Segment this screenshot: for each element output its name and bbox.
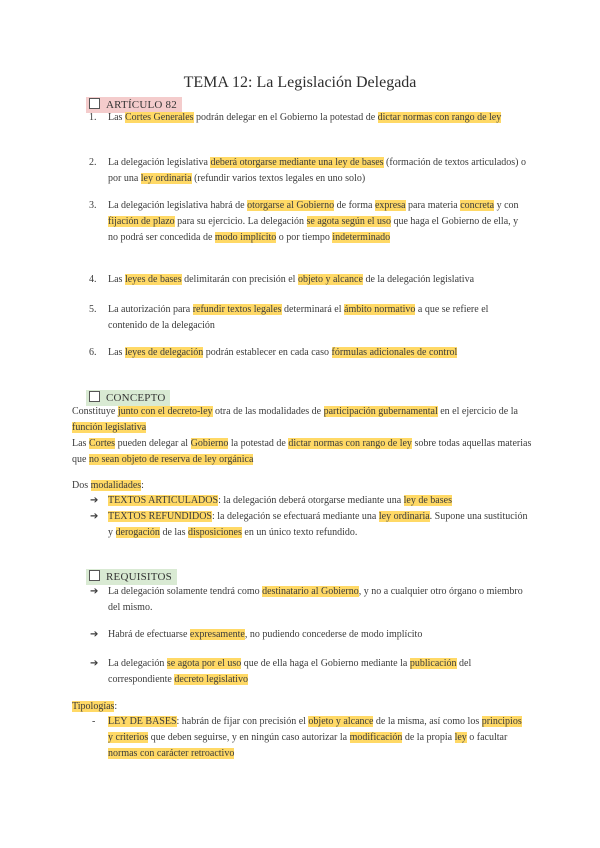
text-run: otra de las modalidades de [212, 406, 324, 417]
text-run: Las [108, 347, 125, 358]
text-run: o por tiempo [276, 232, 333, 243]
highlighted-text: concreta [460, 200, 495, 211]
text-run: (formación de textos articulados) o por una [108, 157, 526, 184]
highlighted-text: Gobierno [190, 438, 229, 449]
list-item [108, 272, 528, 288]
highlighted-text: leyes de bases [124, 274, 182, 285]
highlighted-text: ley ordinaria [140, 173, 192, 184]
highlighted-text: dictar normas con rango de ley [288, 438, 412, 449]
highlighted-text: Cortes [88, 438, 116, 449]
highlighted-text: modificación [349, 732, 403, 743]
text-run: de la propia [402, 732, 455, 743]
text-run: La delegación solamente tendrá como [108, 586, 263, 597]
highlighted-text: modo implícito [214, 232, 277, 243]
list-item [108, 198, 528, 246]
list-item [108, 493, 528, 509]
highlighted-text: leyes de delegación [124, 347, 204, 358]
text-run: La delegación [108, 658, 167, 669]
text-run: que deben seguirse, y en ningún caso autorizar la [148, 732, 350, 743]
highlighted-text: junto con el decreto-ley [117, 406, 213, 417]
list-item [108, 110, 528, 126]
highlighted-text: se agota por el uso [166, 658, 242, 669]
checkbox-icon [89, 570, 100, 581]
text-run: (refundir varios textos legales en uno solo) [191, 173, 366, 184]
text-run: la potestad de [228, 438, 289, 449]
list-number: 6. [89, 347, 97, 358]
highlighted-text: TEXTOS REFUNDIDOS [108, 511, 212, 522]
highlighted-text: derogación [115, 527, 160, 538]
text-run: : habrán de fijar con precisión el [176, 716, 309, 727]
highlighted-text: expresamente [189, 629, 245, 640]
text-run: de las [159, 527, 188, 538]
page-title: TEMA 12: La Legislación Delegada [183, 74, 417, 91]
highlighted-text: ley [454, 732, 467, 743]
highlighted-text: normas con carácter retroactivo [108, 748, 235, 759]
text-run: : la delegación deberá otorgarse mediante una [218, 495, 404, 506]
highlighted-text: TEXTOS ARTICULADOS [108, 495, 219, 506]
highlighted-text: otorgarse al Gobierno [247, 200, 335, 211]
list-item [108, 627, 528, 643]
list-number: 1. [89, 112, 97, 123]
text-run: La autorización para [108, 304, 193, 315]
text-run: o facultar [466, 732, 508, 743]
highlighted-text: refundir textos legales [192, 304, 282, 315]
highlighted-text: participación gubernamental [323, 406, 438, 417]
text-run: La delegación legislativa [108, 157, 211, 168]
highlighted-text: Tipologías [72, 701, 115, 712]
text-run: Las [108, 274, 125, 285]
text-run: Las [72, 438, 89, 449]
highlighted-text: destinatario al Gobierno [262, 586, 359, 597]
text-run: a que se refiere el contenido de la delegación [108, 304, 489, 331]
text-run: que de ella haga el Gobierno mediante la [241, 658, 410, 669]
text-run: para su ejercicio. La delegación [174, 216, 307, 227]
text-run: podrán delegar en el Gobierno la potestad de [193, 112, 378, 123]
arrow-bullet-icon: ➔ [90, 629, 99, 640]
text-run: Constituye [72, 406, 118, 417]
list-number: 2. [89, 157, 97, 168]
highlighted-text: ley de bases [403, 495, 452, 506]
section-heading-label: ARTÍCULO 82 [106, 99, 177, 111]
paragraph [72, 699, 532, 715]
highlighted-text: objeto y alcance [297, 274, 363, 285]
list-item [108, 656, 528, 688]
highlighted-text: fijación de plazo [108, 216, 175, 227]
list-item [108, 345, 528, 361]
highlighted-text: indeterminado [332, 232, 391, 243]
text-run: , no pudiendo concederse de modo implícito [244, 629, 423, 640]
paragraph [72, 436, 532, 468]
highlighted-text: modalidades [90, 480, 142, 491]
highlighted-text: objeto y alcance [308, 716, 374, 727]
list-number: 5. [89, 304, 97, 315]
arrow-bullet-icon: ➔ [90, 586, 99, 597]
highlighted-text: deberá otorgarse mediante una ley de bases [210, 157, 384, 168]
text-run: podrán establecer en cada caso [203, 347, 332, 358]
highlighted-text: LEY DE BASES [108, 716, 177, 727]
list-item [108, 302, 528, 334]
text-run: pueden delegar al [115, 438, 191, 449]
text-run: : [141, 480, 144, 491]
section-heading-label: CONCEPTO [106, 392, 166, 404]
list-item [108, 509, 528, 541]
text-run: y con [494, 200, 519, 211]
text-run: en un único texto refundido. [241, 527, 358, 538]
text-run: : [114, 701, 118, 712]
text-run: en el ejercicio de la [437, 406, 518, 417]
text-run: : la delegación se efectuará mediante una [212, 511, 379, 522]
highlighted-text: expresa [374, 200, 406, 211]
highlighted-text: función legislativa [72, 422, 147, 433]
text-run: de la misma, así como los [373, 716, 482, 727]
text-run: de forma [334, 200, 375, 211]
arrow-bullet-icon: ➔ [90, 511, 99, 522]
text-run: del correspondiente [108, 658, 472, 685]
checkbox-icon [89, 98, 100, 109]
text-run: Dos [72, 480, 91, 491]
highlighted-text: se agota según el uso [306, 216, 391, 227]
text-run: para materia [405, 200, 461, 211]
text-run: delimitarán con precisión el [181, 274, 298, 285]
checkbox-icon [89, 391, 100, 402]
highlighted-text: ámbito normativo [344, 304, 416, 315]
list-item [108, 714, 528, 762]
highlighted-text: ley ordinaria [378, 511, 430, 522]
text-run: Las [108, 112, 125, 123]
dash-bullet-icon: - [92, 716, 96, 727]
paragraph [72, 478, 532, 494]
text-run: , y no a cualquier otro órgano o miembro del mismo. [108, 586, 523, 613]
highlighted-text: fórmulas adicionales de control [331, 347, 458, 358]
text-run: de la delegación legislativa [362, 274, 475, 285]
highlighted-text: dictar normas con rango de ley [377, 112, 502, 123]
text-run: que haga el Gobierno de ella, y no podrá ser concedida de [108, 216, 519, 243]
section-heading-requisitos [86, 569, 177, 585]
text-run: sobre todas aquellas materias que [72, 438, 532, 465]
highlighted-text: no sean objeto de reserva de ley orgánica [88, 454, 254, 465]
text-run: . Supone una sustitución y [108, 511, 528, 538]
highlighted-text: Cortes Generales [124, 112, 194, 123]
highlighted-text: disposiciones [187, 527, 242, 538]
list-number: 4. [89, 274, 97, 285]
list-number: 3. [89, 200, 97, 211]
highlighted-text: publicación [409, 658, 457, 669]
paragraph [72, 404, 532, 436]
highlighted-text: decreto legislativo [174, 674, 248, 685]
list-item [108, 584, 532, 616]
text-run: determinará el [281, 304, 345, 315]
arrow-bullet-icon: ➔ [90, 658, 99, 669]
list-item [108, 155, 528, 187]
arrow-bullet-icon: ➔ [90, 495, 99, 506]
text-run: Habrá de efectuarse [108, 629, 190, 640]
highlighted-text: principios y criterios [108, 716, 522, 743]
text-run: La delegación legislativa habrá de [108, 200, 248, 211]
section-heading-label: REQUISITOS [106, 571, 172, 583]
